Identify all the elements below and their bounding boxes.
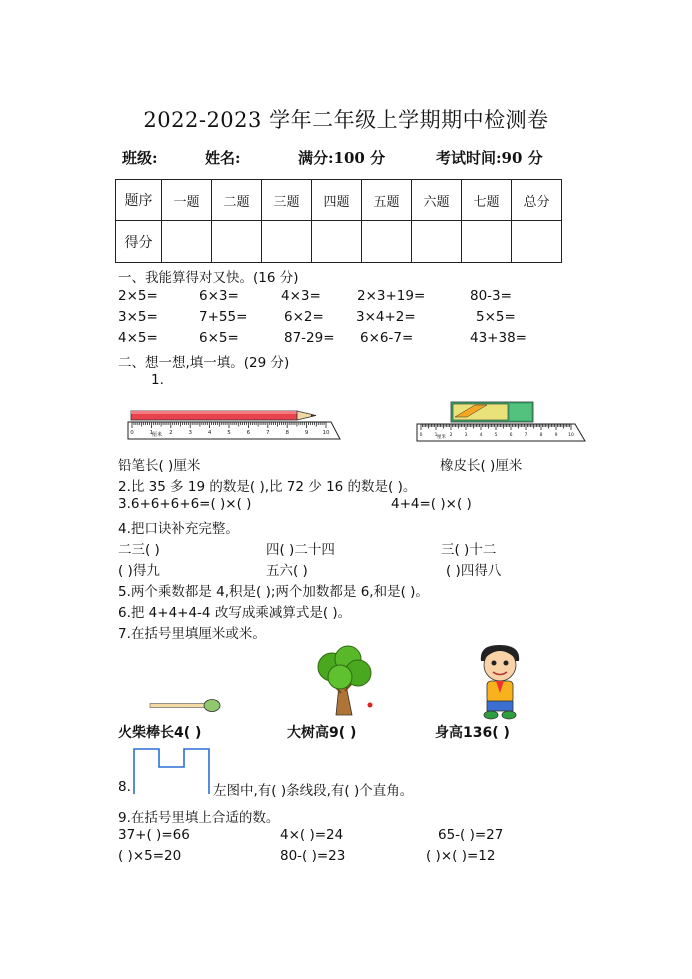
score-cell[interactable] — [212, 221, 262, 263]
score-header: 总分 — [512, 180, 562, 221]
ruler-tick-label: 2 — [449, 433, 453, 438]
score-table-header-row — [116, 180, 562, 221]
class-label: 班级: — [122, 149, 158, 167]
ruler-tick-label: 5 — [227, 430, 231, 436]
fill-blank-item: 65-( )=27 — [438, 827, 504, 843]
ruler-unit-label: 厘米 — [437, 435, 446, 440]
matchstick-icon — [149, 698, 221, 714]
multiplication-rhyme: 三( )十二 — [441, 542, 497, 558]
ruler-tick-label: 7 — [524, 433, 528, 438]
fill-blank-item: 80-( )=23 — [280, 848, 346, 864]
ruler-tick-label: 4 — [479, 433, 483, 438]
calc-item: 7+55= — [199, 309, 248, 325]
ruler-unit-label: 厘米 — [152, 432, 163, 438]
ruler-tick-label: 9 — [304, 430, 309, 436]
score-table-score-row — [116, 221, 562, 263]
ruler-tick-label: 0 — [130, 430, 134, 436]
question-3-b: 4+4=( )×( ) — [391, 496, 472, 512]
exam-time: 考试时间:90 分 — [436, 149, 543, 167]
score-cell[interactable] — [412, 221, 462, 263]
calc-item: 6×2= — [284, 309, 324, 325]
ruler-tick-label: 10 — [568, 433, 574, 438]
section2-heading: 二、想一想,填一填。(29 分) — [118, 355, 290, 371]
score-cell[interactable] — [262, 221, 312, 263]
fill-blank-item: ( )×5=20 — [118, 848, 182, 864]
score-header: 三题 — [262, 180, 312, 221]
ruler-tick-label: 10 — [322, 430, 330, 436]
question-8-number: 8. — [118, 779, 131, 795]
pencil-length-question: 铅笔长( )厘米 — [118, 458, 201, 474]
score-cell[interactable] — [312, 221, 362, 263]
multiplication-rhyme: ( )四得八 — [446, 563, 502, 579]
ruler-tick-label: 9 — [554, 433, 558, 438]
ruler-tick-label: 1 — [434, 433, 438, 438]
eraser-length-question: 橡皮长( )厘米 — [440, 458, 523, 474]
question-6: 6.把 4+4+4-4 改写成乘减算式是( )。 — [118, 605, 352, 621]
eraser-icon — [451, 402, 533, 422]
multiplication-rhyme: 四( )二十四 — [266, 542, 335, 558]
boy-icon — [469, 641, 533, 721]
score-cell[interactable] — [162, 221, 212, 263]
calc-item: 4×3= — [281, 288, 321, 304]
ruler-with-pencil-illustration — [126, 408, 342, 444]
calc-item: 87-29= — [284, 330, 335, 346]
ruler-tick-label: 3 — [188, 430, 192, 436]
ruler-icon — [417, 424, 585, 441]
score-header: 四题 — [312, 180, 362, 221]
calc-item: 5×5= — [476, 309, 516, 325]
full-score: 满分:100 分 — [298, 149, 386, 167]
score-cell[interactable] — [462, 221, 512, 263]
calc-item: 43+38= — [470, 330, 527, 346]
ruler-icon — [128, 422, 340, 439]
u-shape-figure — [132, 747, 212, 797]
matchstick-question: 火柴棒长4( ) — [118, 725, 202, 741]
q1-number: 1. — [151, 372, 164, 388]
tree-question: 大树高9( ) — [287, 725, 357, 741]
calc-item: 6×6-7= — [360, 330, 414, 346]
calc-item: 80-3= — [470, 288, 512, 304]
calc-item: 6×5= — [199, 330, 239, 346]
ruler-tick-label: 8 — [539, 433, 543, 438]
calc-item: 3×5= — [118, 309, 158, 325]
ruler-tick-label: 0 — [419, 433, 423, 438]
score-header: 题序 — [116, 180, 162, 221]
calc-item: 3×4+2= — [356, 309, 416, 325]
question-8: 左图中,有( )条线段,有( )个直角。 — [213, 783, 414, 799]
name-label: 姓名: — [205, 149, 241, 167]
question-9: 9.在括号里填上合适的数。 — [118, 810, 280, 826]
question-2: 2.比 35 多 19 的数是( ),比 72 少 16 的数是( )。 — [118, 479, 417, 495]
ruler-tick-label: 7 — [266, 430, 270, 436]
calc-item: 4×5= — [118, 330, 158, 346]
question-5: 5.两个乘数都是 4,积是( );两个加数都是 6,和是( )。 — [118, 584, 429, 600]
ruler-with-eraser-illustration — [415, 399, 587, 445]
ruler-tick-label: 3 — [464, 433, 468, 438]
multiplication-rhyme: 五六( ) — [266, 563, 308, 579]
calc-item: 2×5= — [118, 288, 158, 304]
calc-item: 2×3+19= — [357, 288, 426, 304]
height-question: 身高136( ) — [435, 725, 510, 741]
pencil-icon — [131, 411, 316, 420]
score-cell[interactable] — [362, 221, 412, 263]
ruler-tick-label: 6 — [246, 430, 251, 436]
ruler-tick-label: 2 — [169, 430, 173, 436]
score-row-label: 得分 — [116, 221, 162, 263]
section1-heading: 一、我能算得对又快。(16 分) — [118, 270, 299, 286]
fill-blank-item: 37+( )=66 — [118, 827, 190, 843]
fill-blank-item: ( )×( )=12 — [426, 848, 496, 864]
score-cell[interactable] — [512, 221, 562, 263]
score-table — [115, 179, 562, 263]
score-header: 二题 — [212, 180, 262, 221]
multiplication-rhyme: 二三( ) — [118, 542, 160, 558]
ruler-tick-label: 6 — [509, 433, 513, 438]
question-4: 4.把口诀补充完整。 — [118, 521, 239, 537]
ruler-tick-label: 1 — [149, 430, 154, 436]
page-title: 2022-2023 学年二年级上学期期中检测卷 — [143, 108, 549, 132]
calc-item: 6×3= — [199, 288, 239, 304]
score-header: 六题 — [412, 180, 462, 221]
score-header: 七题 — [462, 180, 512, 221]
tree-icon — [312, 645, 378, 721]
ruler-tick-label: 8 — [285, 430, 289, 436]
ruler-tick-label: 4 — [207, 430, 212, 436]
score-header: 一题 — [162, 180, 212, 221]
question-7: 7.在括号里填厘米或米。 — [118, 626, 266, 642]
ruler-tick-label: 5 — [494, 433, 498, 438]
multiplication-rhyme: ( )得九 — [118, 563, 160, 579]
question-3-a: 3.6+6+6+6=( )×( ) — [118, 496, 252, 512]
fill-blank-item: 4×( )=24 — [280, 827, 344, 843]
score-header: 五题 — [362, 180, 412, 221]
